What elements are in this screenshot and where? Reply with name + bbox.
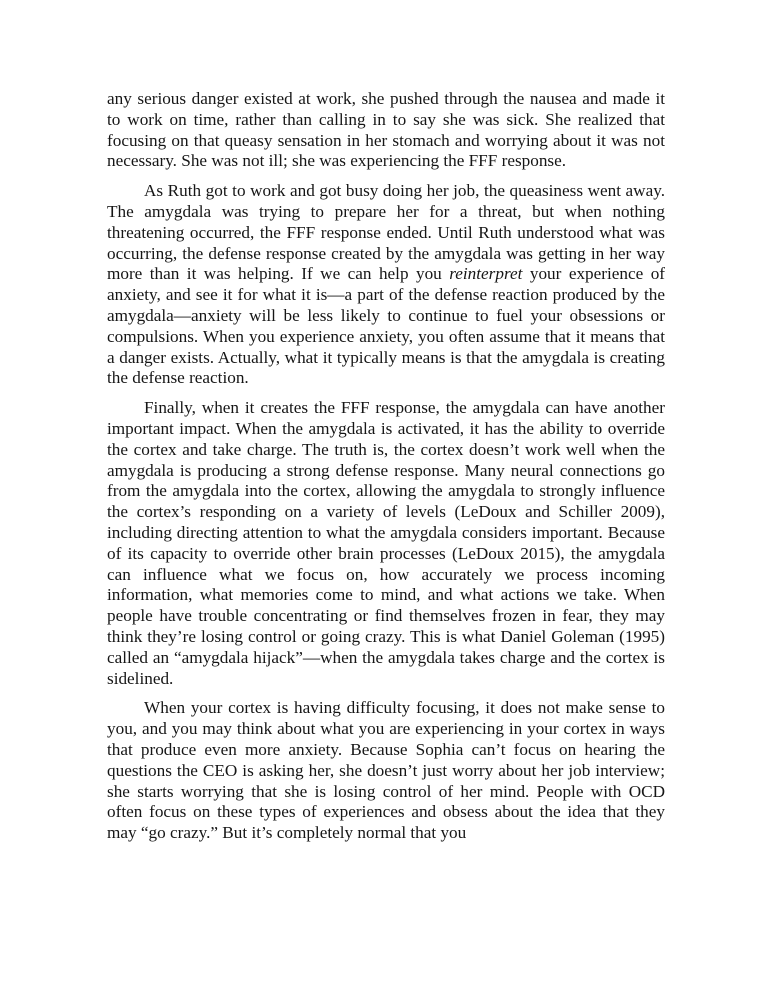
- document-page: [107, 89, 665, 853]
- paragraph-4-text: When your cortex is having difficulty focusing, it does not make sense to you, and you may think about what you are experiencing in your cortex in ways that produce even more anxiety. Because Sophia can’t focus on hearing the questions the CEO is asking her, she doesn’t just worry about her job interview; she starts worrying that she is losing control of her mind. People with OCD often focus on these types of experiences and obsess about the idea that they may “go crazy.” But it’s completely normal that you: [107, 698, 665, 843]
- paragraph-2-text-b: your experience of anxiety, and see it for what it is—a part of the defense reaction produced by the amygdala—anxiety will be less likely to continue to fuel your obsessions or compulsions. When you experience anxiety, you often assume that it means that a danger exists. Actually, what it typically means is that the amygdala is creating the defense reaction.: [107, 264, 666, 388]
- paragraph-4: [107, 698, 665, 844]
- emphasis-reinterpret: reinterpret: [449, 264, 523, 284]
- paragraph-2: [107, 181, 665, 389]
- paragraph-1-text: any serious danger existed at work, she pushed through the nausea and made it to work on time, rather than calling in to say she was sick. She realized that focusing on that queasy sensation in her stomach and worrying about it was not necessary. She was not ill; she was experiencing the FFF response.: [107, 89, 665, 171]
- paragraph-3-text: Finally, when it creates the FFF response, the amygdala can have another important impact. When the amygdala is activated, it has the ability to override the cortex and take charge. The truth is, the cortex doesn’t work well when the amygdala is producing a strong defense response. Many neural connections go from the amygdala into the cortex, allowing the amygdala to strongly influence the cortex’s responding on a variety of levels (LeDoux and Schiller 2009), including directing attention to what the amygdala considers important. Because of its capacity to override other brain processes (LeDoux 2015), the amygdala can influence what we focus on, how accurately we process incoming information, what memories come to mind, and what actions we take. When people have trouble concentrating or find themselves frozen in fear, they may think they’re losing control or going crazy. This is what Daniel Goleman (1995) called an “amygdala hijack”—when the amygdala takes charge and the cortex is sidelined.: [107, 398, 665, 688]
- paragraph-2-text-a: As Ruth got to work and got busy doing her job, the queasiness went away. The amygdala was trying to prepare her for a threat, but when nothing threatening occurred, the FFF response ended. Until Ruth understood what was occurring, the defense response created by the amygdala was getting in her way more than it was helping. If we can help you: [107, 181, 665, 284]
- paragraph-1: [107, 89, 665, 172]
- paragraph-3: [107, 398, 665, 689]
